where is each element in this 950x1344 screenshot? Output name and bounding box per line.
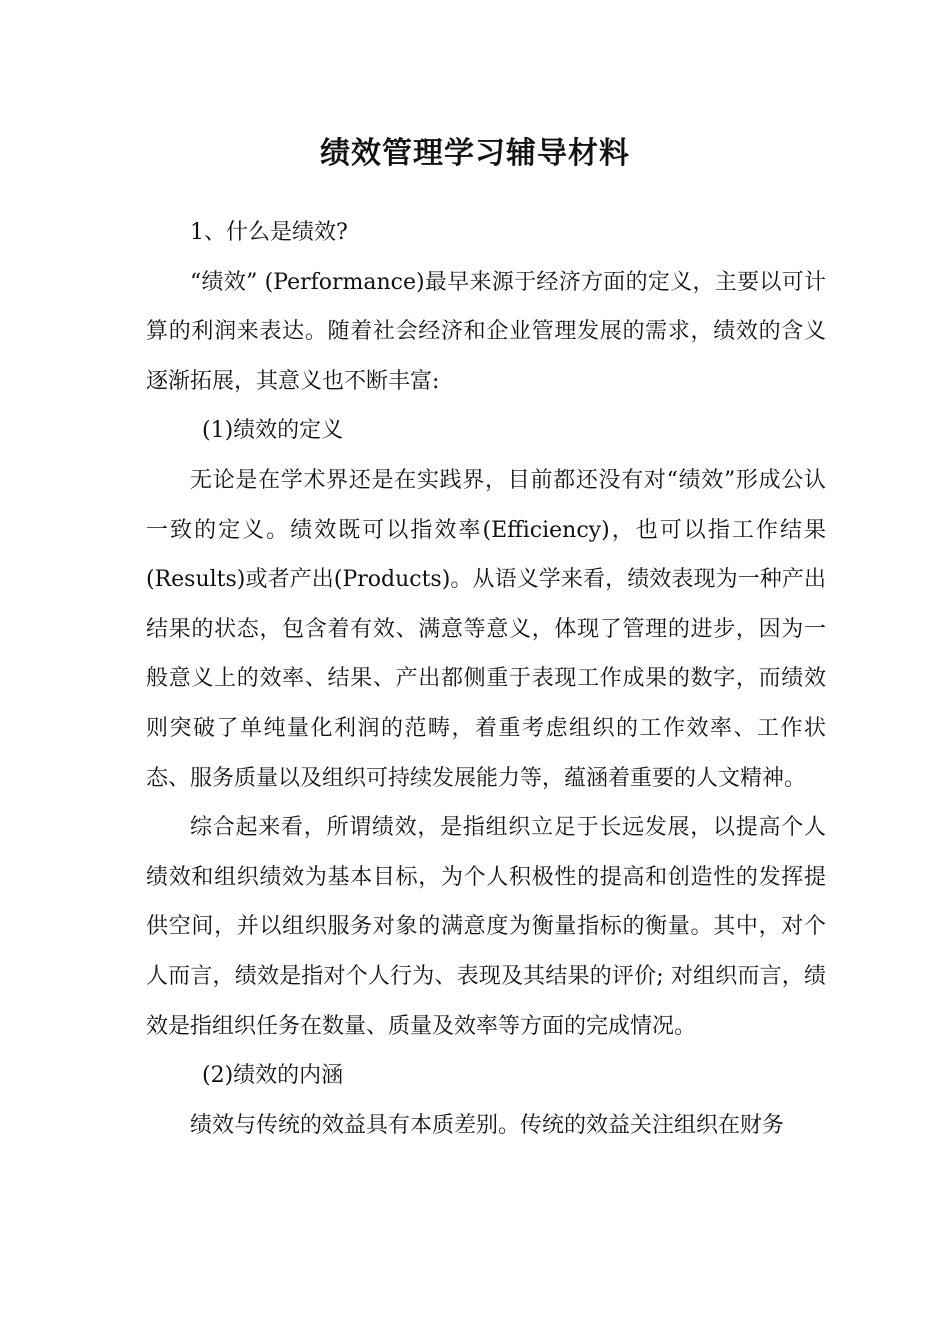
subsection-heading-connotation: (2)绩效的内涵 (202, 1063, 344, 1089)
summary-paragraph: 综合起来看，所谓绩效，是指组织立足于长远发展，以提高个人绩效和组织绩效为基本目标，为个人积极性的提高和创造性的发挥提供空间，并以组织服务对象的满意度为衡量指标的衡量。其中，对个人而言，绩效是指对个人行为、表现及其结果的评价; 对组织而言，绩效是指组织任务在数量、质量及效率等方面的完成情况。 (146, 815, 826, 1039)
document-body (146, 208, 826, 1150)
section-heading-1: 1、什么是绩效? (190, 220, 348, 245)
subsection-heading-definition: (1)绩效的定义 (202, 418, 344, 444)
connotation-paragraph: 绩效与传统的效益具有本质差别。传统的效益关注组织在财务 (190, 1112, 785, 1138)
definition-paragraph: 无论是在学术界还是在实践界，目前都还没有对“绩效”形成公认一致的定义。绩效既可以指效率(Efficiency)，也可以指工作结果(Results)或者产出(Products)。从语义学来看，绩效表现为一种产出结果的状态，包含着有效、满意等意义，体现了管理的进步，因为一般意义上的效率、结果、产出都侧重于表现工作成果的数字，而绩效则突破了单纯量化利润的范畴，着重考虑组织的工作效率、工作状态、服务质量以及组织可持续发展能力等，蕴涵着重要的人文精神。 (146, 467, 826, 791)
document-title: 绩效管理学习辅导材料 (320, 136, 630, 171)
intro-paragraph: “绩效” (Performance)最早来源于经济方面的定义，主要以可计算的利润来表达。随着社会经济和企业管理发展的需求，绩效的含义逐渐拓展，其意义也不断丰富: (146, 269, 826, 394)
